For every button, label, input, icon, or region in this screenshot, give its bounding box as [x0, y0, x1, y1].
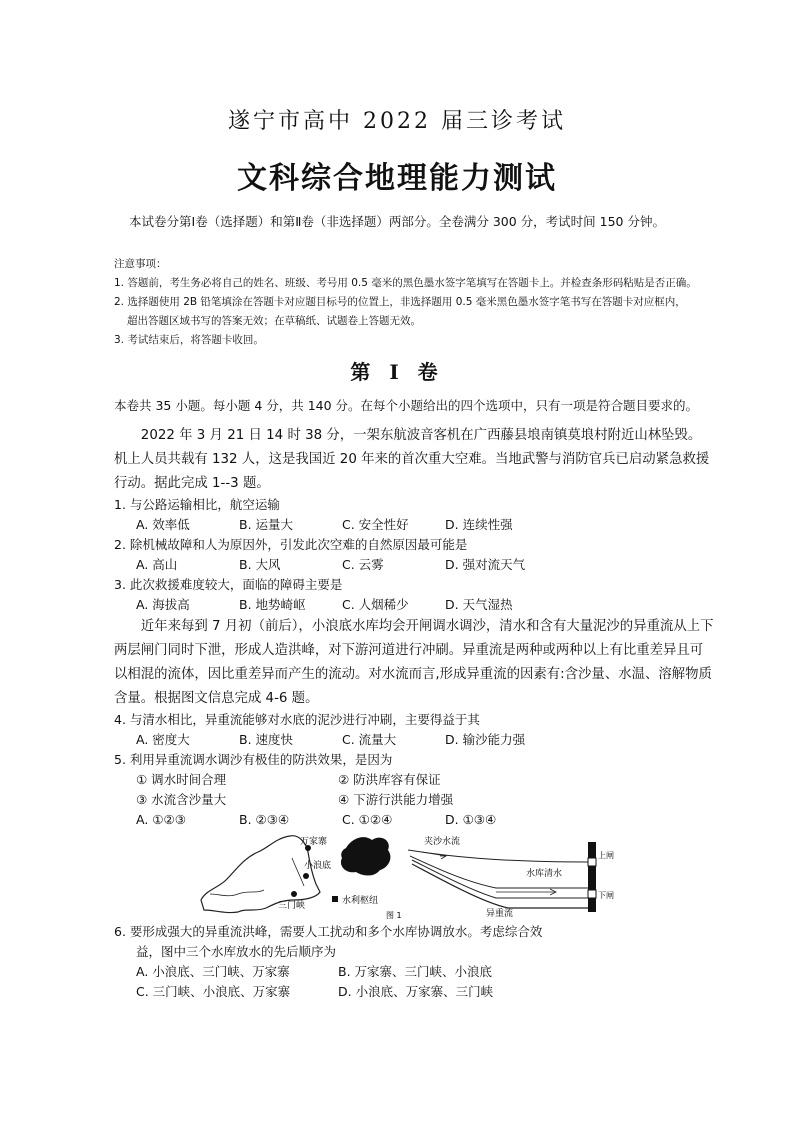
option-b: B. 速度快: [239, 732, 294, 747]
question-6-options: [114, 962, 714, 982]
legend-dam-symbol: [332, 896, 338, 902]
question-4-options: [114, 730, 714, 750]
label-lower-gate: 下闸: [598, 891, 614, 900]
option-d: D. 小浪底、万家寨、三门峡: [338, 984, 494, 999]
river-tributary: [292, 858, 304, 886]
question-5-statements: [114, 770, 714, 790]
option-a: A. ①②③: [136, 812, 186, 827]
reservoir-surface: [408, 850, 588, 862]
option-c: C. ①②④: [342, 812, 393, 827]
passage-1: [114, 424, 714, 496]
flow-arrow: [422, 852, 446, 856]
question-3: [114, 575, 714, 615]
exam-title-main: 文科综合地理能力测试: [237, 161, 557, 196]
option-b: B. 万家寨、三门峡、小浪底: [338, 964, 493, 979]
dam-sanmenxia-marker: [291, 891, 297, 897]
option-c: C. 人烟稀少: [342, 597, 409, 612]
option-d: D. 连续性强: [445, 517, 513, 532]
option-c: C. 云雾: [342, 557, 384, 572]
map-label-sanmenxia: 三门峡: [278, 901, 306, 911]
question-4: [114, 710, 714, 750]
option-a: A. 效率低: [136, 517, 190, 532]
figure-1: [196, 828, 616, 920]
question-6-options: [114, 982, 714, 1002]
option-d: D. 天气湿热: [445, 597, 513, 612]
question-6: [114, 922, 714, 1002]
option-d: D. 强对流天气: [445, 557, 526, 572]
exam-intro: 本试卷分第Ⅰ卷（选择题）和第Ⅱ卷（非选择题）两部分。全卷满分 300 分，考试时间 150 分钟。: [129, 214, 665, 229]
map-label-wanjiazhai: 万家寨: [300, 837, 328, 847]
question-6-stem: 6. 要形成强大的异重流洪峰，需要人工扰动和多个水库协调放水。考虑综合效: [114, 924, 543, 939]
statement-1: ① 调水时间合理: [136, 772, 227, 787]
upper-gate: [588, 858, 596, 866]
flow-arrow: [440, 856, 446, 859]
notes-item: 1. 答题前，考生务必将自己的姓名、班级、考号用 0.5 毫米的黑色墨水签字笔填写在答题卡上。并检查条形码粘贴是否正确。: [114, 277, 697, 289]
option-b: B. 大风: [239, 557, 281, 572]
option-d: D. ①③④: [445, 812, 497, 827]
option-c: C. 三门峡、小浪底、万家寨: [136, 984, 291, 999]
option-b: B. 地势崎岖: [239, 597, 306, 612]
question-6-stem-cont: 益，图中三个水库放水的先后顺序为: [136, 944, 337, 959]
question-4-stem: 4. 与清水相比，异重流能够对水底的泥沙进行冲刷，主要得益于其: [114, 712, 480, 727]
question-2-options: [114, 555, 714, 575]
statement-3: ③ 水流含沙量大: [136, 792, 227, 807]
question-5: [114, 750, 714, 830]
question-2-stem: 2. 除机械故障和人为原因外，引发此次空难的自然原因最可能是: [114, 537, 468, 552]
option-b: B. 运量大: [239, 517, 294, 532]
statement-4: ④ 下游行洪能力增强: [338, 792, 454, 807]
option-b: B. ②③④: [239, 812, 290, 827]
label-sediment-flow: 夹沙水流: [424, 837, 461, 847]
label-upper-gate: 上闸: [598, 851, 614, 860]
question-1: [114, 495, 714, 535]
question-3-options: [114, 595, 714, 615]
figure-caption: 图 1: [386, 911, 402, 920]
section-title: 第 Ⅰ 卷: [350, 360, 444, 384]
option-d: D. 输沙能力强: [445, 732, 526, 747]
passage-1-text: 2022 年 3 月 21 日 14 时 38 分，一架东航波音客机在广西藤县埌南镇莫埌村附近山林坠毁。机上人员共载有 132 人，这是我国近 20 年来的首次重大空难。当地武警与消防官兵已启动紧急救援行动。据此完成 1--3 题。: [114, 428, 710, 491]
question-1-options: [114, 515, 714, 535]
dam-xiaolangdi-marker: [303, 873, 309, 879]
question-3-stem: 3. 此次救援难度较大，面临的障碍主要是: [114, 577, 343, 592]
option-a: A. 海拔高: [136, 597, 190, 612]
option-c: C. 安全性好: [342, 517, 409, 532]
option-a: A. 小浪底、三门峡、万家寨: [136, 964, 290, 979]
option-a: A. 高山: [136, 557, 178, 572]
notes-block: [114, 255, 714, 350]
figure-1-drawing: [196, 828, 616, 920]
river-tributary: [210, 890, 264, 896]
notes-item: 3. 考试结束后，将答题卡收回。: [114, 334, 264, 346]
label-reservoir-water: 水库清水: [526, 869, 563, 879]
lower-gate: [588, 890, 596, 898]
question-2: [114, 535, 714, 575]
legend-label-dam: 水利枢纽: [342, 896, 379, 906]
question-5-options: [114, 810, 714, 830]
statement-2: ② 防洪库容有保证: [338, 772, 441, 787]
lake-shape: [341, 837, 390, 875]
question-5-statements: [114, 790, 714, 810]
notes-item: 超出答题区域书写的答案无效；在草稿纸、试题卷上答题无效。: [127, 315, 421, 327]
passage-2-text: 近年来每到 7 月初（前后），小浪底水库均会开闸调水调沙，清水和含有大量泥沙的异重流从上下两层闸门同时下泄，形成人造洪峰，对下游河道进行冲刷。异重流是两种或两种以上有比重差异且可以相混的流体，因比重差异而产生的流动。对水流而言,形成异重流的因素有:含沙量、水温、溶解物质含量。根据图文信息完成 4-6 题。: [114, 619, 714, 706]
notes-item: 2. 选择题使用 2B 铅笔填涂在答题卡对应题目标号的位置上，非选择题用 0.5 毫米黑色墨水签字笔书写在答题卡对应框内，: [114, 296, 686, 308]
section-intro: 本卷共 35 小题。每小题 4 分，共 140 分。在每个小题给出的四个选项中，只有一项是符合题目要求的。: [114, 398, 699, 413]
label-density-current: 异重流: [486, 909, 514, 919]
option-c: C. 流量大: [342, 732, 397, 747]
passage-2: [114, 615, 714, 711]
map-label-xiaolangdi: 小浪底: [304, 861, 332, 871]
dam-wall: [588, 842, 596, 912]
option-a: A. 密度大: [136, 732, 190, 747]
exam-title-top: 遂宁市高中 2022 届三诊考试: [228, 109, 566, 134]
notes-heading: 注意事项：: [114, 258, 167, 270]
question-5-stem: 5. 利用异重流调水调沙有极佳的防洪效果，是因为: [114, 752, 393, 767]
question-1-stem: 1. 与公路运输相比，航空运输: [114, 497, 280, 512]
